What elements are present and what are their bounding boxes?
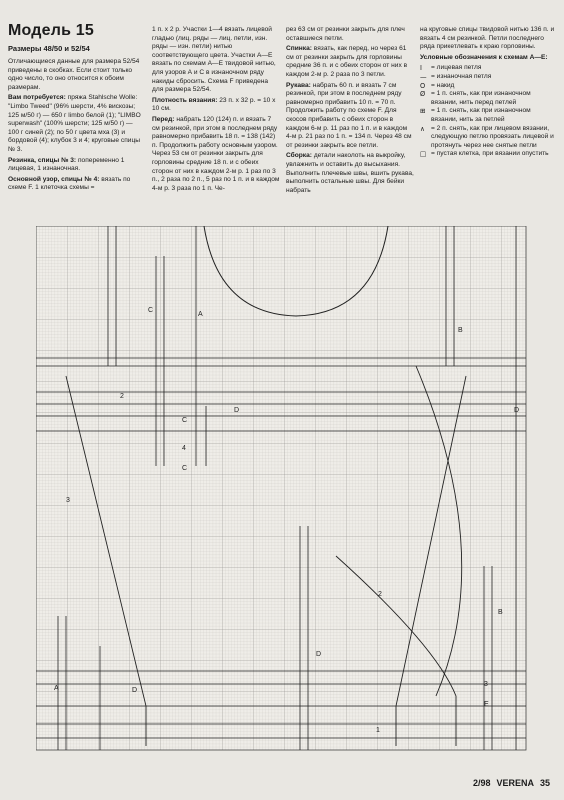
label-d-center: D	[234, 407, 240, 414]
label-d-bottom: D	[132, 687, 138, 694]
density-text: 23 п. x 32 р. = 10 x 10 см.	[152, 96, 276, 113]
legend-text: = накид	[431, 81, 455, 89]
front-paragraph	[152, 116, 280, 193]
label-3: 3	[66, 497, 70, 504]
label-c-mid: C	[182, 417, 188, 424]
magazine-name: VERENA	[496, 778, 534, 788]
assembly-text: детали наколоть на выкройку, увлажнить и оставить до высыхания. Выполнить плечевые швы, вшить рукава, выполнить остальные швы. Для бейки набрать	[286, 152, 414, 194]
pattern-areas-text: 1 п. x 2 р. Участки 1—4 вязать лицевой гладью (лиц. ряды — лиц. петли, изн. ряды — изн. петли) нитью соответствующего цвета. Участки А—Е вязать по схемам А—Е твидовой нитью, для узоров А и С в изнаночном ряду накиды сбросить. Схема F приведена для размера 52/54.	[152, 26, 276, 94]
sizes-heading: Размеры 48/50 и 52/54	[8, 44, 90, 53]
legend-symbol: ⊞	[420, 107, 426, 116]
density-paragraph	[152, 97, 280, 114]
main-pattern-paragraph	[8, 176, 144, 193]
label-2-right: 2	[378, 591, 382, 598]
main-pattern-text: вязать по схеме F. 1 клеточка схемы =	[8, 175, 131, 192]
density-label: Плотность вязания:	[152, 96, 218, 104]
assembly-paragraph	[286, 152, 414, 195]
page-number: 35	[539, 778, 550, 788]
label-d-lower: D	[316, 651, 322, 658]
materials-label: Вам потребуется:	[8, 94, 66, 102]
legend-text: = 1 п. снять, как при изнаночном вязании, нить перед петлей	[431, 90, 531, 106]
legend-text: = лицевая петля	[431, 64, 482, 72]
legend-item	[420, 82, 556, 91]
assembly-label: Сборка:	[286, 152, 312, 160]
legend-text: = 2 п. снять, как при лицевом вязании, следующую петлю провязать лицевой и протянуть через нее снятые петли	[431, 124, 554, 149]
sleeves-paragraph	[286, 82, 414, 151]
legend-title: Условные обозначения к схемам А—Е:	[420, 53, 548, 61]
column-4	[420, 26, 556, 159]
legend-item	[420, 73, 556, 82]
rib-label: Резинка, спицы № 3:	[8, 156, 77, 164]
rib-paragraph	[8, 157, 144, 174]
knitting-chart-f	[36, 226, 532, 754]
legend-item	[420, 64, 556, 73]
legend-item	[420, 150, 556, 159]
sleeves-label: Рукава:	[286, 81, 311, 89]
label-d-right: D	[514, 407, 520, 414]
column-3	[286, 26, 414, 197]
legend-item	[420, 107, 556, 124]
label-a-top: A	[198, 311, 203, 318]
front-text: набрать 120 (124) п. и вязать 7 см резинкой, при этом в последнем ряду равномерно прибавить 18 п. = 138 (142) п. Продолжить работу основным узором. Через 53 см от резинки закрыть для горловины средние 18 п. и с обеих сторон от них в каждом 2-м р. 1 раз по 3 п., 2 раза по 2 п., 5 раз по 1 п. и в каждом 4-м р. 3 раза по 1 п. Че-	[152, 115, 280, 192]
main-pattern-label: Основной узор, спицы № 4:	[8, 175, 100, 183]
legend-symbol: ∧	[420, 124, 425, 133]
legend-text: = пустая клетка, при вязании опустить	[431, 150, 549, 158]
legend-item	[420, 90, 556, 107]
legend-text: = изнаночная петля	[431, 72, 492, 80]
column-1	[8, 58, 144, 195]
neckband-text: на круговые спицы твидовой нитью 136 п. и вязать 4 см резинкой. Петли последнего ряда прикетлевать к краю горловины.	[420, 26, 555, 51]
back-text: вязать, как перед, но через 61 см от резинки закрыть для горловины средние 36 п. и с обеих сторон от них в каждом 2-м р. 2 раза по 3 петли.	[286, 45, 408, 78]
legend-item	[420, 125, 556, 151]
label-a-lower: A	[54, 685, 59, 692]
intro-text: Отличающиеся данные для размера 52/54 приведены в скобках. Если стоит только одно число, то оно относится к обоим размерам.	[8, 58, 140, 91]
label-c-lower: C	[182, 465, 188, 472]
materials-paragraph	[8, 94, 144, 154]
chart-bold-grid	[36, 226, 526, 750]
rib-text: попеременно 1 лицевая, 1 изнаночная.	[8, 156, 125, 173]
label-4-a: 4	[182, 445, 186, 452]
legend-symbol: —	[420, 72, 427, 81]
label-3-right: 3	[484, 681, 488, 688]
label-1: 1	[376, 727, 380, 734]
front-label: Перед:	[152, 115, 175, 123]
legend-symbol: I	[420, 64, 422, 73]
legend-text: = 1 п. снять, как при изнаночном вязании, нить за петлей	[431, 107, 531, 123]
back-label: Спинка:	[286, 45, 312, 53]
column-2	[152, 26, 280, 195]
label-b-lower: B	[498, 609, 503, 616]
materials-text: пряжа Stahlsche Wolle: "Limbo Tweed" (96% шерсти, 4% вискозы; 125 м/50 г) — 650 г limbo белой (1); "LIMBO superwash" (100% шерсти; 125 м/50 г) — 100 г синей (2); по 50 г цвета мха (3) и бордовой (4); клубок 3 и 4; круговые спицы № 3.	[8, 94, 141, 153]
legend-list	[420, 64, 556, 159]
label-c-top: C	[148, 307, 154, 314]
page-footer	[467, 778, 550, 788]
label-b-right: B	[458, 327, 463, 334]
legend-symbol: O	[420, 81, 426, 90]
legend-symbol: Ø	[420, 90, 426, 99]
front-continued-text: рез 63 см от резинки закрыть для плеч оставшиеся петли.	[286, 26, 405, 42]
back-paragraph	[286, 45, 414, 79]
legend-symbol: □	[420, 150, 427, 159]
page-title: Модель 15	[8, 22, 94, 39]
issue-number: 2/98	[472, 778, 491, 788]
label-2-left: 2	[120, 393, 124, 400]
label-e: E	[484, 701, 489, 708]
sleeves-text: набрать 60 п. и вязать 7 см резинкой, при этом в последнем ряду равномерно прибавить 10 п. = 70 п. Продолжить работу по схеме F. Для скосов прибавить с обеих сторон в каждом 6-м р. 11 раз по 1 п. и в каждом 4-м р. 21 раз по 1 п. = 134 п. Через 48 см от резинки закрыть все петли.	[286, 81, 412, 149]
